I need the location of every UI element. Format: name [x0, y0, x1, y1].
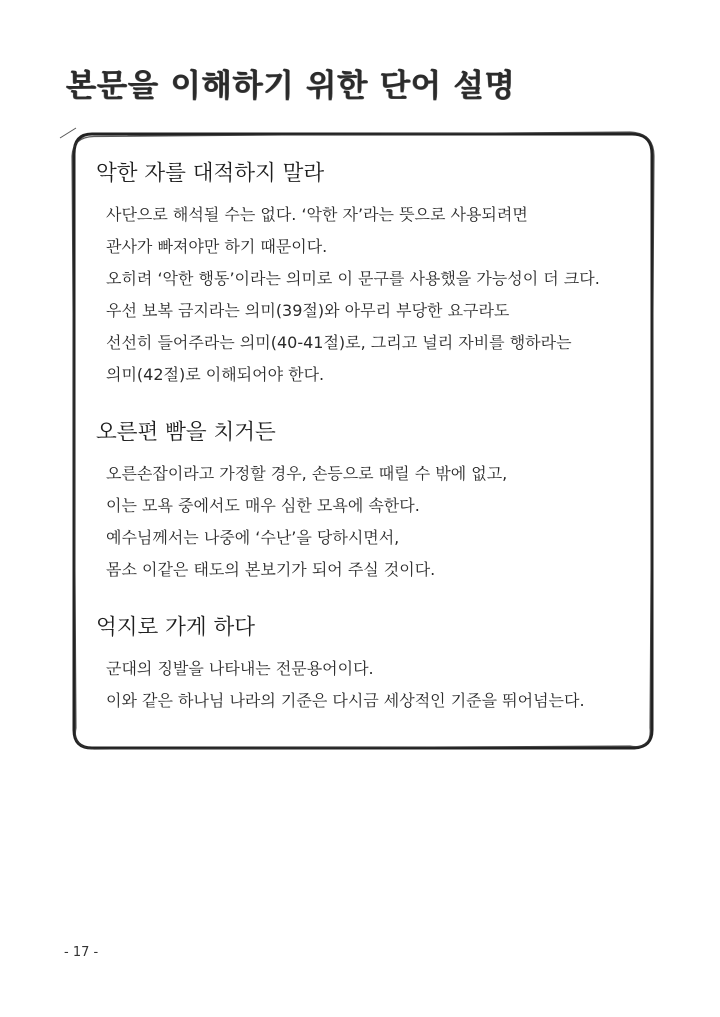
body-line: 오히려 ‘악한 행동’이라는 의미로 이 문구를 사용했을 가능성이 더 크다.: [106, 269, 600, 288]
section-heading: 악한 자를 대적하지 말라: [96, 161, 325, 186]
body-line: 몸소 이같은 태도의 본보기가 되어 주실 것이다.: [106, 560, 436, 579]
body-line: 우선 보복 금지라는 의미(39절)와 아무리 부당한 요구라도: [106, 301, 510, 320]
body-line: 의미(42절)로 이해되어야 한다.: [106, 365, 325, 384]
section-heading: 오른편 빰을 치거든: [96, 420, 276, 445]
section-heading: 억지로 가게 하다: [96, 615, 256, 640]
body-line: 이는 모욕 중에서도 매우 심한 모욕에 속한다.: [106, 496, 420, 515]
body-line: 사단으로 해석될 수는 없다. ‘악한 자’라는 뜻으로 사용되려면: [106, 205, 528, 224]
body-line: 선선히 들어주라는 의미(40-41절)로, 그리고 널리 자비를 행하라는: [106, 333, 572, 352]
content-box: [96, 156, 640, 741]
section-1: [96, 156, 640, 391]
page-number: - 17 -: [64, 945, 99, 960]
section-3: [96, 610, 640, 717]
body-line: 예수님께서는 나중에 ‘수난’을 당하시면서,: [106, 528, 400, 547]
body-line: 관사가 빠져야만 하기 때문이다.: [106, 237, 328, 256]
section-2: [96, 415, 640, 586]
body-line: 오른손잡이라고 가정할 경우, 손등으로 때릴 수 밖에 없고,: [106, 464, 508, 483]
body-line: 이와 같은 하나님 나라의 기준은 다시금 세상적인 기준을 뛰어넘는다.: [106, 691, 585, 710]
body-line: 군대의 징발을 나타내는 전문용어이다.: [106, 659, 374, 678]
page-title: 본문을 이해하기 위한 단어 설명: [66, 68, 516, 104]
